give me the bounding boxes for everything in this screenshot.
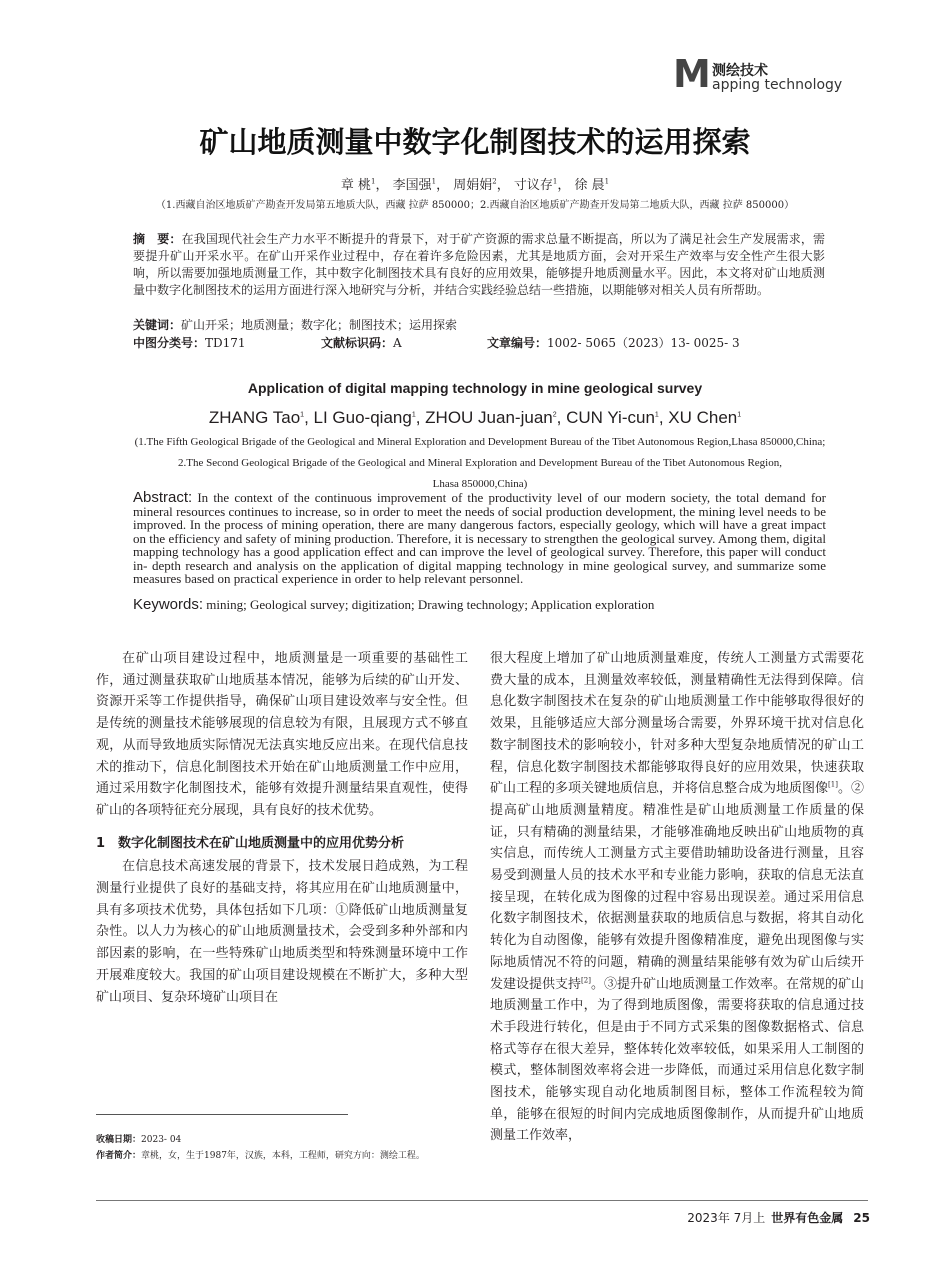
body-right-column (490, 648, 864, 1147)
author-name: 徐 晨 (574, 178, 605, 193)
issue-date: 2023年 7月上 (687, 1211, 766, 1225)
page-footer (687, 1209, 870, 1226)
author-bio: 作者简介：章桃，女，生于1987年，汉族，本科，工程师，研究方向：测绘工程。 (96, 1151, 425, 1161)
abstract-en-label: Abstract: (133, 489, 193, 506)
author-name: 李国强 (392, 178, 432, 193)
journal-section-logo (673, 52, 858, 96)
received-date: 收稿日期：2023- 04 (96, 1135, 182, 1145)
footer-divider (96, 1200, 868, 1201)
abstract-cn-label: 摘 要： (133, 232, 182, 246)
clc-number: 中图分类号：TD171 (133, 336, 246, 350)
citation-ref: [2] (581, 976, 591, 985)
author-name: 寸议存 (513, 178, 553, 193)
page-number: 25 (853, 1211, 870, 1225)
paper-title-en: Application of digital mapping technology in mine geological survey (247, 380, 703, 396)
abstract-en (133, 491, 826, 586)
affiliation-en (90, 432, 870, 495)
journal-name: 世界有色金属 (771, 1211, 844, 1225)
abstract-en-text: In the context of the continuous improvement of the productivity level of our modern society, the total demand for mineral resources continues to increase, so in order to meet the needs of social production development, the mining level needs to be improved. In the process of mining operation, there are many dangerous factors, especially geology, which will have a great impact on the efficiency and safety of mining production. Therefore, it is necessary to strengthen the geological survey. Among them, digital mapping technology has a good application effect and can improve the level of geological survey. Therefore, this paper will conduct in- depth research and analysis on the application of digital mapping technology in mine geological survey, and summarize some measures based on practical experience in order to help relevant personnel. (133, 490, 826, 586)
footnote-divider (96, 1114, 348, 1115)
paper-title: 矿山地质测量中数字化制图技术的运用探索 (199, 125, 751, 159)
logo-section-cn: 测绘技术 (712, 63, 768, 79)
author-name: 周娟娟 (453, 178, 493, 193)
document-code: 文献标识码：A (321, 336, 402, 350)
citation-ref: [1] (828, 780, 838, 789)
body-left-column (96, 648, 468, 1008)
affiliation-en-line: (1.The Fifth Geological Brigade of the Geological and Mineral Exploration and Development Bureau of the Tibet Autonomous Region,Lhasa 850000,China; (134, 436, 826, 448)
affiliation-en-line: Lhasa 850000,China) (432, 478, 528, 490)
keywords-en (133, 596, 826, 613)
section-heading: 1 数字化制图技术在矿山地质测量中的应用优势分析 (96, 835, 405, 851)
keywords-cn (133, 316, 457, 333)
keywords-cn-text: 矿山开采；地质测量；数字化；制图技术；运用探索 (181, 318, 458, 332)
article-number: 文章编号：1002- 5065（2023）13- 0025- 3 (487, 336, 740, 350)
author-name: 章 桃 (340, 178, 372, 193)
affiliation-en-line: 2.The Second Geological Brigade of the Geological and Mineral Exploration and Development Bureau of the Tibet Autonomous Region, (178, 457, 782, 469)
keywords-cn-label: 关键词： (133, 318, 182, 332)
authors-cn: 章 桃$^1$， 李国强$^1$， 周娟娟$^2$， 寸议存$^1$， 徐 晨$^1$ (340, 177, 610, 193)
abstract-cn (133, 231, 825, 299)
keywords-en-label: Keywords: (133, 596, 204, 613)
abstract-cn-text: 在我国现代社会生产力水平不断提升的背景下，对于矿产资源的需求总量不断提高，所以为了满足社会生产发展需求，需要提升矿山开采水平。在矿山开采作业过程中，存在着许多危险因素，尤其是地质方面，会对开采生产效率与安全性产生很大影响，所以需要加强地质测量工作，其中数字化制图技术具有良好的应用效果，能够提升地质测量水平。因此，本文将对矿山地质测量中数字化制图技术的运用方面进行深入地研究与分析，并结合实践经验总结一些措施，以期能够对相关人员有所帮助。 (133, 232, 825, 297)
logo-letter: M (673, 52, 711, 96)
keywords-en-text: mining; Geological survey; digitization; Drawing technology; Application exploration (206, 597, 655, 612)
logo-section-en: apping technology (712, 77, 843, 93)
authors-en: ZHANG Tao$^1$, LI Guo-qiang$^1$, ZHOU Juan-juan$^2$, CUN Yi-cun$^1$, XU Chen$^1$ (208, 408, 742, 427)
body-paragraph: 在信息技术高速发展的背景下，技术发展日趋成熟，为工程测量行业提供了良好的基础支持，将其应用在矿山地质测量中，具有多项技术优势，具体包括如下几项：①降低矿山地质测量复杂性。以人力为核心的矿山地质测量技术，会受到多种外部和内部因素的影响，在一些特殊矿山地质类型和特殊测量环境中工作开展难度较大。我国的矿山项目建设规模在不断扩大，多种大型矿山项目、复杂环境矿山项目在 (96, 859, 468, 1005)
body-paragraph: 在矿山项目建设过程中，地质测量是一项重要的基础性工作，通过测量获取矿山地质基本情况，能够为后续的矿山开发、资源开采等工作提供指导，确保矿山项目建设效率与安全性。但是传统的测量技术能够展现的信息较为有限，且展现方式不够直观，从而导致地质实际情况无法真实地反应出来。在现代信息技术的推动下，信息化制图技术开始在矿山地质测量工作中应用，通过采用数字化制图技术，能够有效提升测量结果直观性，使得矿山的各项特征充分展现，具有良好的技术优势。 (96, 651, 468, 818)
affiliation-cn: （1.西藏自治区地质矿产勘查开发局第五地质大队，西藏 拉萨 850000；2.西藏自治区地质矿产勘查开发局第二地质大队，西藏 拉萨 850000） (155, 200, 795, 211)
body-paragraph: 很大程度上增加了矿山地质测量难度，传统人工测量方式需要花费大量的成本，且测量效率较低，测量精确性无法得到保障。信息化数字制图技术在复杂的矿山地质测量工作中能够取得很好的效果，且能够适应大部分测量场合需要，外界环境干扰对信息化数字制图技术的影响较小，针对多种大型复杂地质情况的矿山工程，信息化数字制图技术都能够取得良好的应用效果，快速获取矿山工程的多项关键地质信息，并将信息整合成为地质图像[1]。②提高矿山地质测量精度。精准性是矿山地质测量工作质量的保证，只有精确的测量结果，才能够准确地反映出矿山地质物的真实信息，而传统人工测量方式主要借助辅助设备进行测量，且容易受到测量人员的技术水平和专业能力影响，获取的信息无法直接呈现，在转化成为图像的过程中容易出现误差。通过采用信息化数字制图技术，依据测量获取的地质信息与数据，将其自动化转化为自动图像，能够有效提升图像精准度，避免出现图像与实际地质情况不符的问题，精确的测量结果能够有效为矿山后续开发建设提供支持[2]。③提升矿山地质测量工作效率。在常规的矿山地质测量工作中，为了得到地质图像，需要将获取的信息通过技术手段进行转化，但是由于不同方式采集的图像数据格式、信息格式等存在很大差异，整体转化效率较低，如果采用人工制图的模式，整体制图效率将会进一步降低，而通过采用信息化数字制图技术，能够实现自动化地质制图目标，整体工作流程较为简单，能够在很短的时间内完成地质图像制作，从而提升矿山地质测量工作效率， (490, 651, 864, 1144)
